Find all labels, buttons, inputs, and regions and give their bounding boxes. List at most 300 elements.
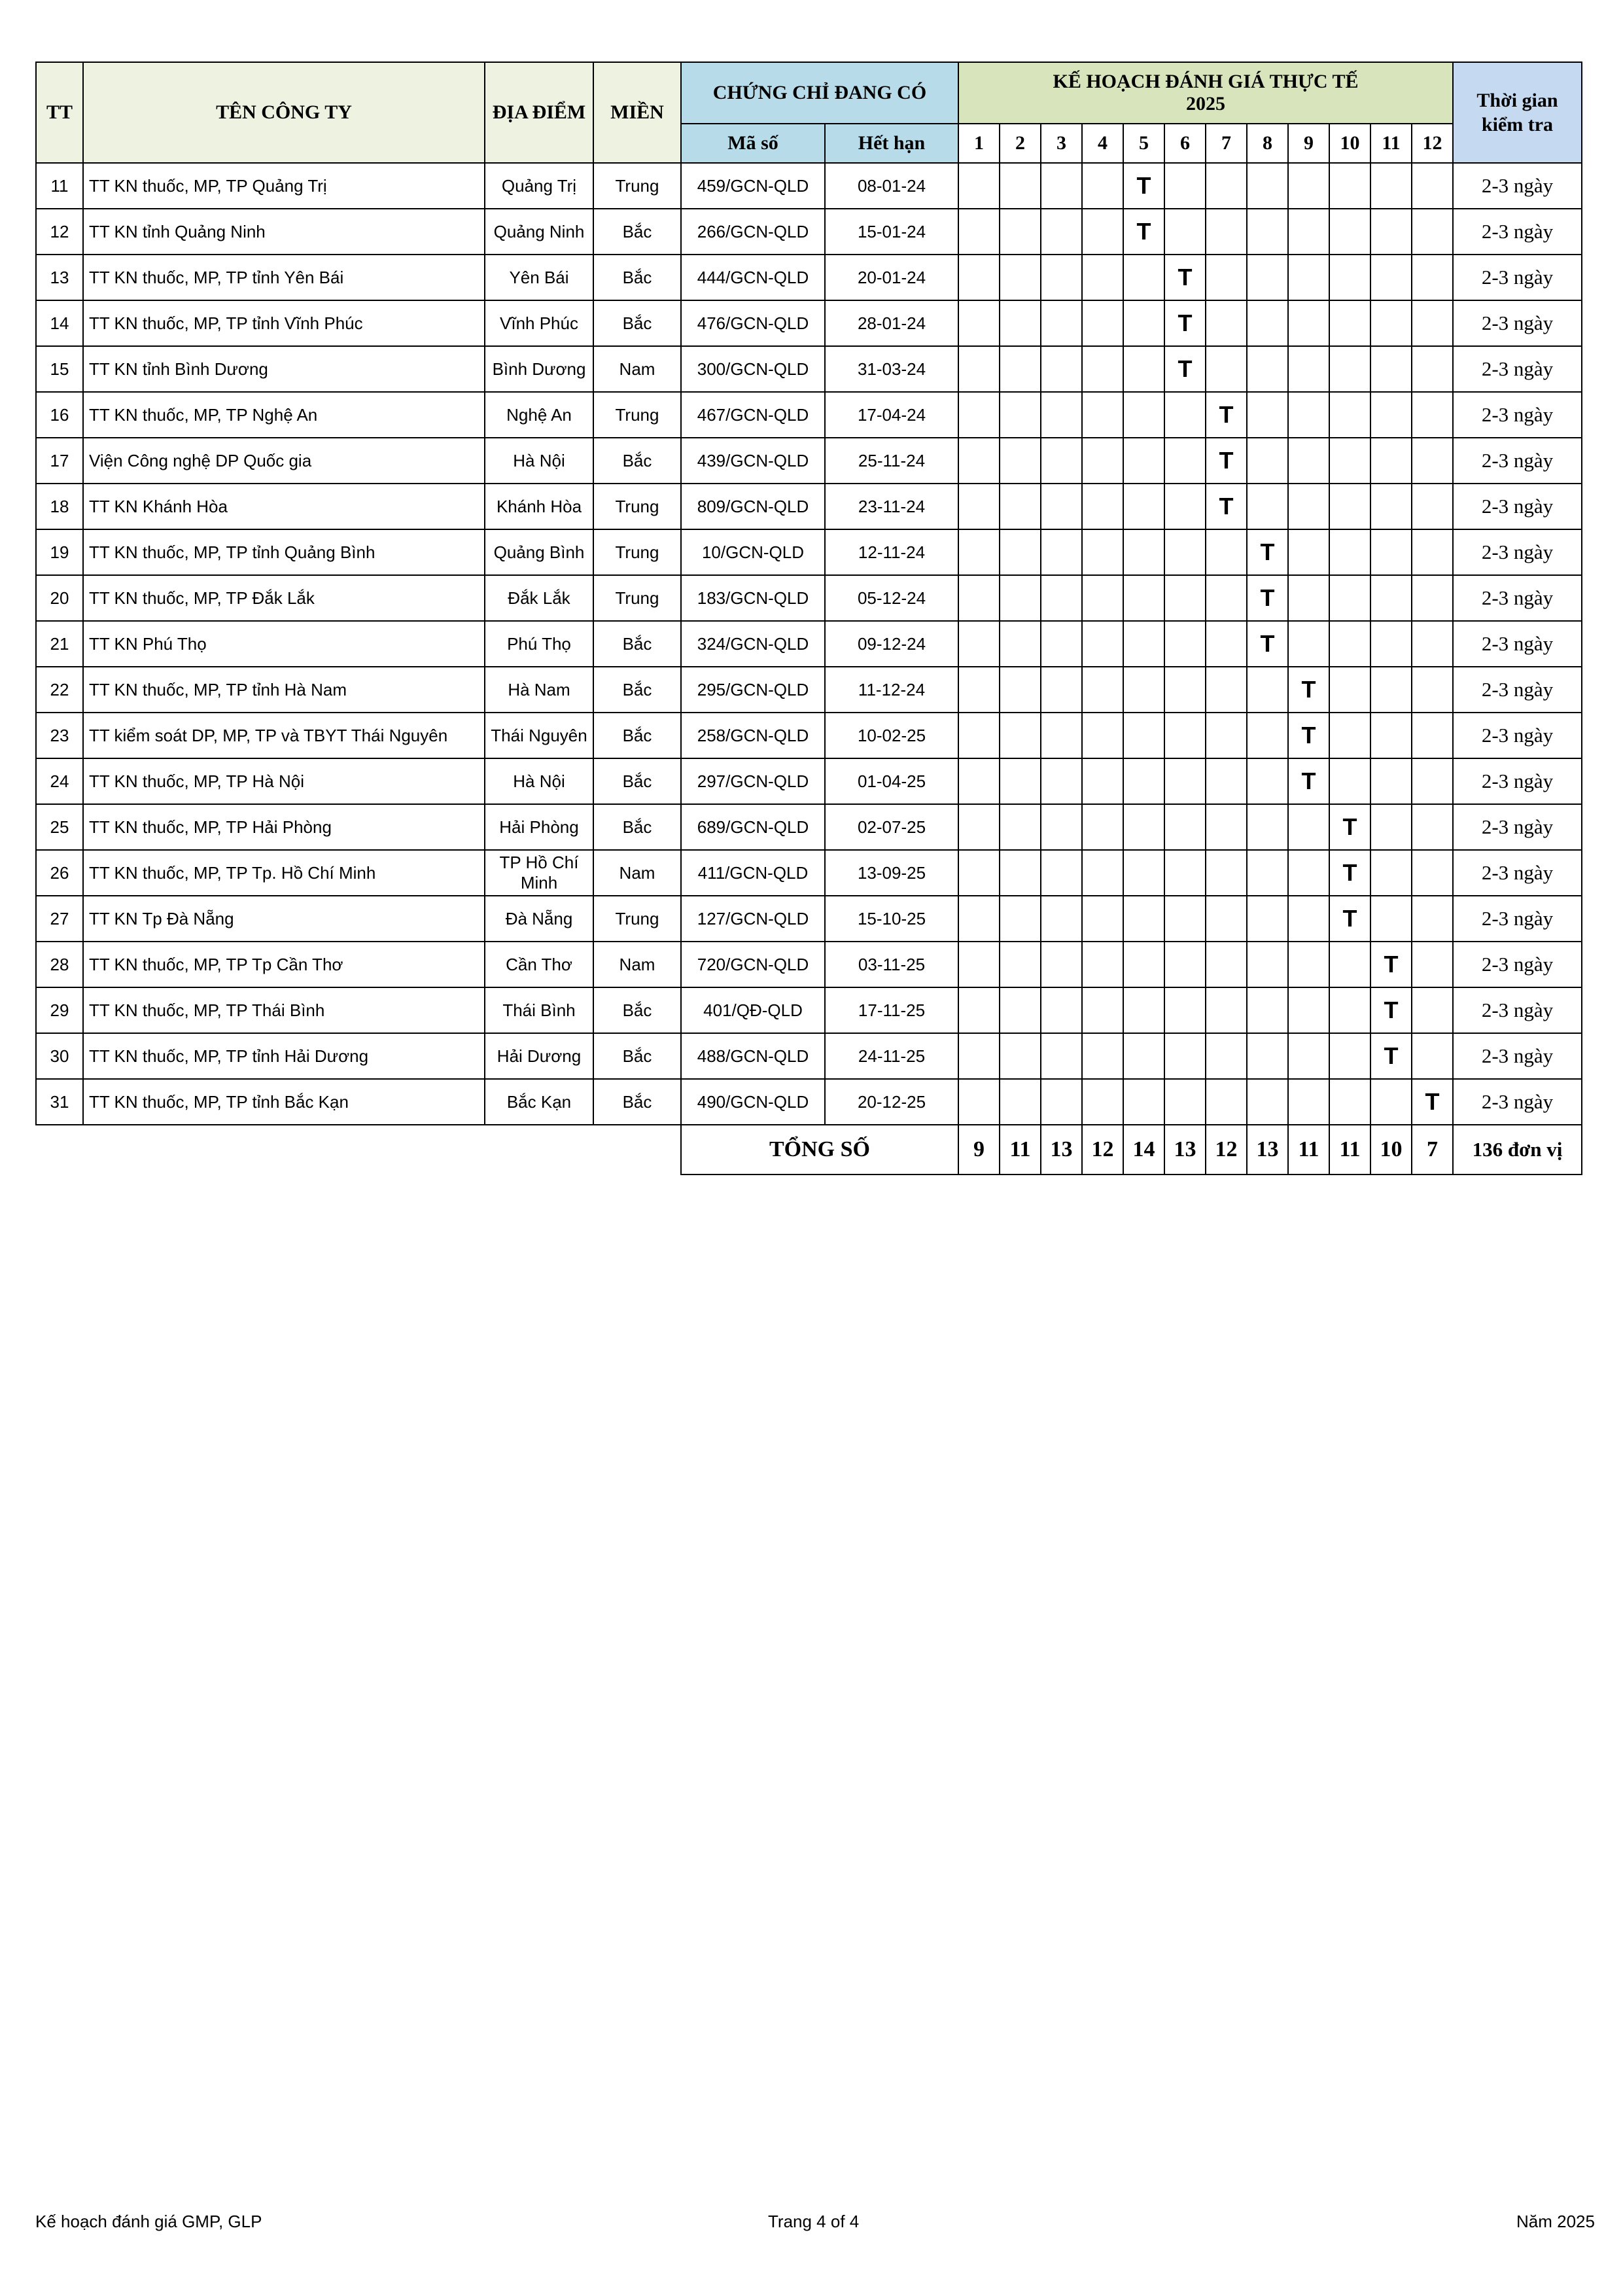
row-inspection-time: 2-3 ngày (1453, 346, 1582, 392)
row-location: Hải Dương (485, 1033, 593, 1079)
row-month-1-cell (958, 804, 1000, 850)
total-month-3: 13 (1041, 1125, 1082, 1174)
table-row (36, 804, 1582, 850)
totals-units: 136 đơn vị (1453, 1125, 1582, 1174)
row-month-11-mark: T (1370, 942, 1412, 987)
row-month-12-cell (1412, 575, 1453, 621)
row-month-11-cell (1370, 438, 1412, 484)
row-month-1-cell (958, 621, 1000, 667)
row-inspection-time: 2-3 ngày (1453, 987, 1582, 1033)
row-month-7-cell (1206, 300, 1247, 346)
row-month-12-cell (1412, 1033, 1453, 1079)
row-month-4-cell (1082, 438, 1123, 484)
table-row (36, 621, 1582, 667)
row-location: Yên Bái (485, 255, 593, 300)
row-month-1-cell (958, 438, 1000, 484)
total-month-12: 7 (1412, 1125, 1453, 1174)
row-month-9-cell (1288, 300, 1329, 346)
row-month-4-cell (1082, 346, 1123, 392)
row-cert-expiry: 28-01-24 (825, 300, 958, 346)
header-month-11: 11 (1370, 124, 1412, 163)
row-tt: 15 (36, 346, 83, 392)
row-month-11-mark: T (1370, 987, 1412, 1033)
row-month-6-cell (1164, 942, 1206, 987)
header-tt: TT (36, 62, 83, 163)
header-time-line2: kiểm tra (1481, 114, 1554, 135)
row-month-11-cell (1370, 209, 1412, 255)
row-region: Bắc (593, 667, 681, 713)
table-row (36, 392, 1582, 438)
row-cert-code: 295/GCN-QLD (681, 667, 825, 713)
row-cert-expiry: 10-02-25 (825, 713, 958, 758)
row-inspection-time: 2-3 ngày (1453, 713, 1582, 758)
row-cert-expiry: 15-10-25 (825, 896, 958, 942)
row-month-4-cell (1082, 987, 1123, 1033)
row-company-name: TT KN thuốc, MP, TP Tp. Hồ Chí Minh (83, 850, 485, 896)
row-month-7-cell (1206, 255, 1247, 300)
row-month-10-cell (1329, 209, 1370, 255)
row-month-6-cell (1164, 804, 1206, 850)
row-month-10-cell (1329, 163, 1370, 209)
row-region: Bắc (593, 1033, 681, 1079)
row-month-11-cell (1370, 300, 1412, 346)
row-tt: 23 (36, 713, 83, 758)
table-row (36, 575, 1582, 621)
footer-year: Năm 2025 (1516, 2212, 1595, 2231)
header-time-line1: Thời gian (1476, 89, 1558, 111)
row-cert-code: 720/GCN-QLD (681, 942, 825, 987)
table-row (36, 896, 1582, 942)
row-company-name: TT KN thuốc, MP, TP Nghệ An (83, 392, 485, 438)
row-month-2-cell (1000, 713, 1041, 758)
row-region: Bắc (593, 621, 681, 667)
row-month-12-cell (1412, 255, 1453, 300)
row-location: Cần Thơ (485, 942, 593, 987)
row-month-2-cell (1000, 621, 1041, 667)
row-region: Trung (593, 484, 681, 529)
header-month-5: 5 (1123, 124, 1164, 163)
row-month-11-cell (1370, 529, 1412, 575)
row-cert-expiry: 20-01-24 (825, 255, 958, 300)
row-month-10-cell (1329, 1033, 1370, 1079)
row-month-3-cell (1041, 484, 1082, 529)
row-location: TP Hồ Chí Minh (485, 850, 593, 896)
footer-page-number: Trang 4 of 4 (768, 2212, 860, 2231)
row-month-1-cell (958, 255, 1000, 300)
row-month-8-cell (1247, 484, 1288, 529)
row-month-11-cell (1370, 392, 1412, 438)
row-month-2-cell (1000, 1033, 1041, 1079)
row-month-12-cell (1412, 300, 1453, 346)
row-month-8-cell (1247, 1033, 1288, 1079)
row-month-7-cell (1206, 1079, 1247, 1125)
row-month-7-cell (1206, 713, 1247, 758)
row-cert-code: 490/GCN-QLD (681, 1079, 825, 1125)
row-month-6-cell (1164, 529, 1206, 575)
row-month-12-cell (1412, 942, 1453, 987)
row-location: Phú Thọ (485, 621, 593, 667)
row-month-9-cell (1288, 392, 1329, 438)
row-cert-code: 488/GCN-QLD (681, 1033, 825, 1079)
row-month-12-cell (1412, 896, 1453, 942)
row-month-9-cell (1288, 942, 1329, 987)
row-region: Trung (593, 896, 681, 942)
table-row (36, 758, 1582, 804)
total-month-10: 11 (1329, 1125, 1370, 1174)
row-cert-code: 459/GCN-QLD (681, 163, 825, 209)
row-month-8-cell (1247, 209, 1288, 255)
row-month-8-cell (1247, 713, 1288, 758)
row-company-name: TT KN thuốc, MP, TP Đắk Lắk (83, 575, 485, 621)
row-region: Nam (593, 942, 681, 987)
row-inspection-time: 2-3 ngày (1453, 529, 1582, 575)
row-month-12-cell (1412, 484, 1453, 529)
footer-document-title: Kế hoạch đánh giá GMP, GLP (35, 2212, 262, 2231)
row-month-4-cell (1082, 667, 1123, 713)
row-company-name: TT KN thuốc, MP, TP tỉnh Yên Bái (83, 255, 485, 300)
row-month-8-cell (1247, 163, 1288, 209)
header-plan-year: 2025 (1186, 93, 1225, 115)
row-region: Bắc (593, 209, 681, 255)
row-inspection-time: 2-3 ngày (1453, 209, 1582, 255)
row-month-4-cell (1082, 804, 1123, 850)
header-month-12: 12 (1412, 124, 1453, 163)
row-month-4-cell (1082, 758, 1123, 804)
row-month-8-cell (1247, 987, 1288, 1033)
row-month-7-cell (1206, 1033, 1247, 1079)
row-location: Nghệ An (485, 392, 593, 438)
row-month-6-mark: T (1164, 255, 1206, 300)
header-company: TÊN CÔNG TY (83, 62, 485, 163)
row-month-11-cell (1370, 896, 1412, 942)
row-inspection-time: 2-3 ngày (1453, 1033, 1582, 1079)
row-month-2-cell (1000, 1079, 1041, 1125)
row-cert-expiry: 09-12-24 (825, 621, 958, 667)
header-month-7: 7 (1206, 124, 1247, 163)
row-month-12-cell (1412, 804, 1453, 850)
row-month-9-cell (1288, 209, 1329, 255)
row-cert-expiry: 20-12-25 (825, 1079, 958, 1125)
row-month-3-cell (1041, 621, 1082, 667)
row-month-3-cell (1041, 667, 1082, 713)
row-month-7-cell (1206, 804, 1247, 850)
header-location: ĐỊA ĐIỂM (485, 62, 593, 163)
row-month-10-cell (1329, 255, 1370, 300)
row-month-2-cell (1000, 850, 1041, 896)
row-month-12-cell (1412, 209, 1453, 255)
row-region: Bắc (593, 300, 681, 346)
row-month-9-cell (1288, 529, 1329, 575)
row-month-7-cell (1206, 667, 1247, 713)
row-month-1-cell (958, 529, 1000, 575)
row-month-8-cell (1247, 392, 1288, 438)
row-month-10-cell (1329, 1079, 1370, 1125)
row-company-name: TT KN thuốc, MP, TP Tp Cần Thơ (83, 942, 485, 987)
row-month-11-cell (1370, 575, 1412, 621)
row-inspection-time: 2-3 ngày (1453, 438, 1582, 484)
row-month-12-cell (1412, 392, 1453, 438)
row-inspection-time: 2-3 ngày (1453, 1079, 1582, 1125)
row-tt: 26 (36, 850, 83, 896)
row-location: Quảng Trị (485, 163, 593, 209)
row-month-5-cell (1123, 529, 1164, 575)
row-month-3-cell (1041, 575, 1082, 621)
row-month-8-mark: T (1247, 575, 1288, 621)
row-cert-expiry: 02-07-25 (825, 804, 958, 850)
row-month-7-cell (1206, 575, 1247, 621)
row-month-10-cell (1329, 713, 1370, 758)
table-row (36, 300, 1582, 346)
row-month-2-cell (1000, 987, 1041, 1033)
row-location: Vĩnh Phúc (485, 300, 593, 346)
row-month-3-cell (1041, 1033, 1082, 1079)
row-month-6-cell (1164, 484, 1206, 529)
row-cert-expiry: 24-11-25 (825, 1033, 958, 1079)
row-month-3-cell (1041, 438, 1082, 484)
total-month-9: 11 (1288, 1125, 1329, 1174)
row-month-5-cell (1123, 804, 1164, 850)
row-month-3-cell (1041, 713, 1082, 758)
row-month-12-cell (1412, 346, 1453, 392)
row-month-8-cell (1247, 300, 1288, 346)
row-cert-expiry: 05-12-24 (825, 575, 958, 621)
row-month-3-cell (1041, 804, 1082, 850)
row-inspection-time: 2-3 ngày (1453, 804, 1582, 850)
row-month-6-cell (1164, 621, 1206, 667)
row-month-1-cell (958, 575, 1000, 621)
row-cert-code: 411/GCN-QLD (681, 850, 825, 896)
row-month-7-mark: T (1206, 392, 1247, 438)
row-month-5-cell (1123, 850, 1164, 896)
row-month-5-cell (1123, 621, 1164, 667)
table-row (36, 163, 1582, 209)
row-month-4-cell (1082, 621, 1123, 667)
row-month-4-cell (1082, 575, 1123, 621)
row-location: Hải Phòng (485, 804, 593, 850)
row-location: Bình Dương (485, 346, 593, 392)
row-company-name: TT KN thuốc, MP, TP tỉnh Hải Dương (83, 1033, 485, 1079)
row-month-5-cell (1123, 575, 1164, 621)
row-month-11-cell (1370, 163, 1412, 209)
row-month-4-cell (1082, 1033, 1123, 1079)
row-tt: 24 (36, 758, 83, 804)
row-month-6-cell (1164, 209, 1206, 255)
row-inspection-time: 2-3 ngày (1453, 896, 1582, 942)
row-location: Hà Nội (485, 438, 593, 484)
total-month-11: 10 (1370, 1125, 1412, 1174)
row-month-5-cell (1123, 713, 1164, 758)
row-month-8-mark: T (1247, 529, 1288, 575)
row-company-name: TT KN thuốc, MP, TP Hải Phòng (83, 804, 485, 850)
row-cert-code: 476/GCN-QLD (681, 300, 825, 346)
row-month-9-cell (1288, 575, 1329, 621)
header-certificate: CHỨNG CHỈ ĐANG CÓ (681, 62, 958, 124)
row-month-4-cell (1082, 713, 1123, 758)
header-plan (958, 62, 1453, 124)
row-month-11-mark: T (1370, 1033, 1412, 1079)
row-region: Trung (593, 392, 681, 438)
row-month-2-cell (1000, 163, 1041, 209)
row-month-5-cell (1123, 484, 1164, 529)
row-month-6-cell (1164, 667, 1206, 713)
row-month-10-cell (1329, 575, 1370, 621)
row-region: Bắc (593, 255, 681, 300)
table-row (36, 255, 1582, 300)
row-month-7-mark: T (1206, 438, 1247, 484)
row-cert-expiry: 15-01-24 (825, 209, 958, 255)
row-month-2-cell (1000, 438, 1041, 484)
row-tt: 19 (36, 529, 83, 575)
row-month-12-cell (1412, 850, 1453, 896)
row-cert-code: 183/GCN-QLD (681, 575, 825, 621)
row-month-8-cell (1247, 850, 1288, 896)
row-month-2-cell (1000, 484, 1041, 529)
row-month-3-cell (1041, 346, 1082, 392)
row-location: Thái Bình (485, 987, 593, 1033)
row-month-4-cell (1082, 255, 1123, 300)
row-month-2-cell (1000, 346, 1041, 392)
table-row (36, 942, 1582, 987)
header-month-6: 6 (1164, 124, 1206, 163)
row-region: Bắc (593, 804, 681, 850)
row-month-7-cell (1206, 987, 1247, 1033)
row-month-9-mark: T (1288, 758, 1329, 804)
row-month-5-cell (1123, 758, 1164, 804)
row-cert-code: 444/GCN-QLD (681, 255, 825, 300)
table-row (36, 713, 1582, 758)
row-month-1-cell (958, 163, 1000, 209)
row-company-name: TT KN Phú Thọ (83, 621, 485, 667)
row-company-name: TT KN thuốc, MP, TP Quảng Trị (83, 163, 485, 209)
row-month-10-cell (1329, 621, 1370, 667)
row-month-12-cell (1412, 529, 1453, 575)
row-month-9-cell (1288, 438, 1329, 484)
table-row (36, 209, 1582, 255)
row-month-5-cell (1123, 667, 1164, 713)
row-month-1-cell (958, 300, 1000, 346)
row-cert-code: 467/GCN-QLD (681, 392, 825, 438)
row-month-1-cell (958, 392, 1000, 438)
row-region: Nam (593, 850, 681, 896)
row-region: Bắc (593, 987, 681, 1033)
row-month-9-cell (1288, 1079, 1329, 1125)
row-month-5-cell (1123, 346, 1164, 392)
row-month-2-cell (1000, 942, 1041, 987)
header-plan-title: KẾ HOẠCH ĐÁNH GIÁ THỰC TẾ (1053, 71, 1359, 92)
table-row (36, 346, 1582, 392)
row-month-6-cell (1164, 713, 1206, 758)
row-month-11-cell (1370, 1079, 1412, 1125)
table-row (36, 1033, 1582, 1079)
row-month-6-cell (1164, 575, 1206, 621)
row-month-3-cell (1041, 529, 1082, 575)
row-month-4-cell (1082, 163, 1123, 209)
row-month-11-cell (1370, 484, 1412, 529)
row-month-9-cell (1288, 850, 1329, 896)
row-region: Bắc (593, 758, 681, 804)
header-month-8: 8 (1247, 124, 1288, 163)
row-region: Nam (593, 346, 681, 392)
row-month-10-cell (1329, 300, 1370, 346)
row-month-1-cell (958, 484, 1000, 529)
row-inspection-time: 2-3 ngày (1453, 484, 1582, 529)
row-cert-code: 439/GCN-QLD (681, 438, 825, 484)
total-month-6: 13 (1164, 1125, 1206, 1174)
row-company-name: TT KN tỉnh Bình Dương (83, 346, 485, 392)
row-cert-expiry: 25-11-24 (825, 438, 958, 484)
header-month-2: 2 (1000, 124, 1041, 163)
row-month-5-cell (1123, 1033, 1164, 1079)
row-month-7-mark: T (1206, 484, 1247, 529)
row-month-4-cell (1082, 1079, 1123, 1125)
row-tt: 30 (36, 1033, 83, 1079)
row-month-1-cell (958, 850, 1000, 896)
row-location: Đắk Lắk (485, 575, 593, 621)
row-cert-expiry: 08-01-24 (825, 163, 958, 209)
row-inspection-time: 2-3 ngày (1453, 758, 1582, 804)
row-month-3-cell (1041, 255, 1082, 300)
row-region: Bắc (593, 438, 681, 484)
row-cert-code: 266/GCN-QLD (681, 209, 825, 255)
table-row (36, 484, 1582, 529)
row-month-10-cell (1329, 987, 1370, 1033)
row-month-10-mark: T (1329, 850, 1370, 896)
row-cert-expiry: 01-04-25 (825, 758, 958, 804)
row-cert-expiry: 17-11-25 (825, 987, 958, 1033)
row-month-1-cell (958, 1079, 1000, 1125)
row-tt: 14 (36, 300, 83, 346)
row-month-5-cell (1123, 300, 1164, 346)
row-month-5-cell (1123, 438, 1164, 484)
table-row (36, 438, 1582, 484)
header-month-3: 3 (1041, 124, 1082, 163)
row-month-1-cell (958, 209, 1000, 255)
total-month-1: 9 (958, 1125, 1000, 1174)
row-location: Khánh Hòa (485, 484, 593, 529)
row-month-3-cell (1041, 896, 1082, 942)
row-month-4-cell (1082, 942, 1123, 987)
row-month-2-cell (1000, 896, 1041, 942)
row-month-7-cell (1206, 529, 1247, 575)
row-tt: 18 (36, 484, 83, 529)
row-month-1-cell (958, 758, 1000, 804)
row-month-2-cell (1000, 209, 1041, 255)
row-tt: 29 (36, 987, 83, 1033)
row-month-9-cell (1288, 484, 1329, 529)
row-month-1-cell (958, 1033, 1000, 1079)
row-tt: 12 (36, 209, 83, 255)
row-month-4-cell (1082, 850, 1123, 896)
row-month-4-cell (1082, 896, 1123, 942)
row-inspection-time: 2-3 ngày (1453, 942, 1582, 987)
row-month-6-mark: T (1164, 346, 1206, 392)
row-cert-code: 258/GCN-QLD (681, 713, 825, 758)
row-month-3-cell (1041, 300, 1082, 346)
row-month-4-cell (1082, 529, 1123, 575)
row-month-8-cell (1247, 1079, 1288, 1125)
total-month-8: 13 (1247, 1125, 1288, 1174)
row-company-name: TT KN Khánh Hòa (83, 484, 485, 529)
row-month-9-cell (1288, 896, 1329, 942)
row-company-name: TT kiểm soát DP, MP, TP và TBYT Thái Nguyên (83, 713, 485, 758)
row-month-5-mark: T (1123, 163, 1164, 209)
row-month-6-mark: T (1164, 300, 1206, 346)
row-company-name: TT KN tỉnh Quảng Ninh (83, 209, 485, 255)
row-month-4-cell (1082, 484, 1123, 529)
header-region: MIỀN (593, 62, 681, 163)
row-tt: 25 (36, 804, 83, 850)
row-region: Trung (593, 163, 681, 209)
